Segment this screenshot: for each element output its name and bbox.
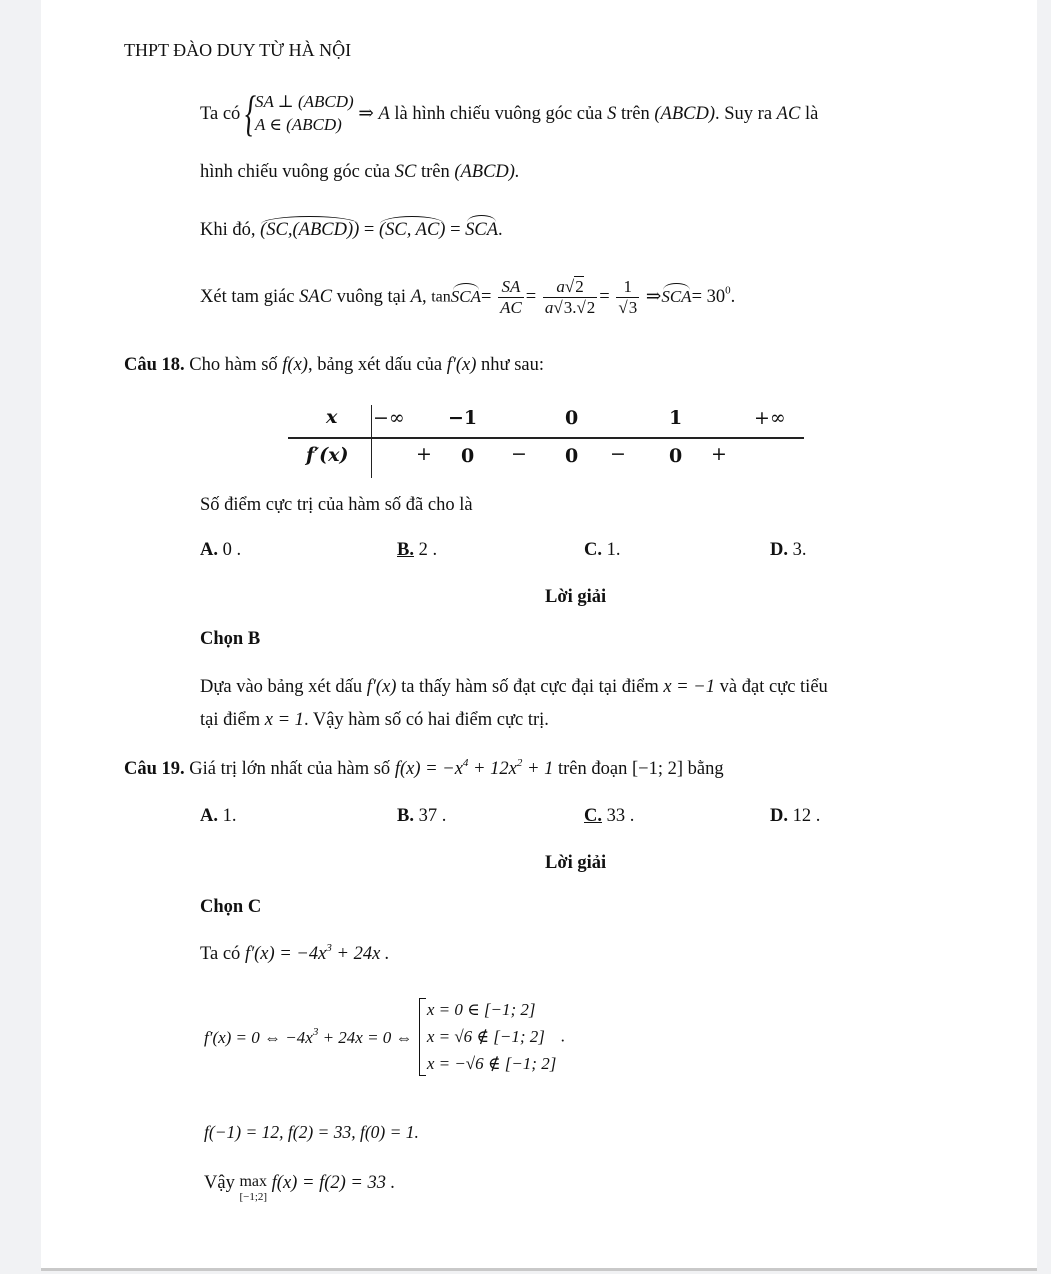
choice-letter: D. (770, 540, 788, 560)
math-part: + 24x . (331, 944, 390, 964)
case-line: x = 0 ∈ [−1; 2] (426, 1000, 536, 1019)
question-label: Câu 18. (124, 355, 185, 375)
solution-cases (417, 996, 557, 1078)
document-page (41, 0, 1037, 1271)
math-var: (ABCD). (454, 162, 520, 182)
x-label: x (326, 406, 338, 428)
choice-value: 1. (606, 540, 621, 560)
math-part: + 12x (468, 759, 517, 779)
math-expression (395, 759, 554, 779)
question-19-stem (124, 757, 724, 780)
angle-expression: (SC, AC) (378, 220, 446, 240)
sign-value: 0 (461, 445, 475, 467)
math-var: AC (776, 103, 801, 124)
math-var: S (607, 103, 617, 124)
sign-table (288, 401, 804, 477)
table-divider (288, 437, 804, 439)
angle-expression: (SC,(ABCD)) (260, 220, 360, 240)
choice-value: 1. (222, 806, 237, 826)
text: , (421, 286, 427, 307)
text: Dựa vào bảng xét dấu (200, 677, 363, 697)
equation-system (244, 85, 354, 141)
chosen-answer: Chọn C (200, 897, 262, 917)
math-part: + 24x = 0 ⇔ (318, 1027, 413, 1047)
equals: = (363, 220, 375, 240)
math-var: a (544, 297, 554, 317)
text: như sau: (481, 355, 544, 375)
math-var: SAC (299, 286, 333, 307)
choice-letter: A. (200, 806, 218, 826)
max-label: max (239, 1173, 268, 1190)
question-18-stem (124, 354, 544, 376)
math-expression: x = 1 (264, 710, 304, 730)
text: Khi đó, (200, 220, 256, 240)
math-part: f′(x) = −4x (244, 944, 327, 964)
math-expression: f′(x) (366, 677, 397, 697)
angle-expression: SCA (661, 286, 692, 306)
choice-value: 37 . (418, 806, 447, 826)
system-line: SA ⊥ (ABCD) (254, 92, 354, 111)
choice-c-correct[interactable] (584, 806, 634, 827)
choice-value: 2 . (418, 540, 438, 560)
fraction: $\frac{a√2}{a√3.√2}$ (544, 277, 596, 317)
numerator: 1 (616, 277, 639, 298)
denominator: AC (500, 297, 522, 317)
x-value: 1 (669, 407, 683, 429)
solution-title: Lời giải (545, 587, 607, 607)
angle-expression: SCA (465, 220, 499, 240)
text: ta thấy hàm số đạt cực đại tại điểm (401, 677, 659, 697)
text: tại điểm (200, 710, 261, 730)
choice-letter: A. (200, 540, 218, 560)
exponent: 2 (516, 757, 523, 769)
implies-symbol: ⇒ (358, 103, 374, 124)
text: trên (620, 103, 650, 124)
solution-line-4: Xét tam giác SAC vuông tại A, tanSCA= $\frac{SA}{AC}$ = $\frac{a√2}{a√3.√2}$ = $\frac{1}{√3}$ ⇒SCA= $30^0$. (200, 277, 736, 317)
exponent: 3 (312, 1025, 319, 1038)
math-var: SC (394, 162, 417, 182)
text: vuông tại (336, 286, 407, 307)
case-line: x = √6 ∉ [−1; 2] (426, 1027, 545, 1047)
text: Vậy (204, 1173, 235, 1193)
chosen-answer: Chọn B (200, 629, 261, 649)
choice-value: 33 . (606, 806, 635, 826)
choice-a[interactable] (200, 806, 237, 827)
explanation-line-2 (200, 709, 549, 731)
sign-value: + (711, 443, 727, 465)
function-values: f(−1) = 12, f(2) = 33, f(0) = 1. (204, 1122, 419, 1142)
math-expression: f′(x) (446, 355, 477, 375)
choice-letter: B. (397, 806, 414, 826)
math-var: (ABCD) (654, 103, 715, 124)
text: Xét tam giác (200, 286, 295, 307)
text: trên đoạn (557, 759, 628, 779)
x-value: −1 (448, 407, 478, 429)
degree-superscript: 0 (725, 284, 731, 297)
case-line: x = −√6 ∉ [−1; 2] (426, 1054, 557, 1074)
solution-title: Lời giải (545, 853, 607, 873)
x-value: +∞ (754, 407, 786, 429)
choice-value: 3. (792, 540, 807, 560)
math-expression: f(x) = f(2) = 33 . (271, 1173, 396, 1193)
math-expression: f(x) (282, 355, 308, 375)
math-part: f(x) = −x (394, 759, 463, 779)
choice-d[interactable] (770, 806, 820, 827)
math-expression: [−1; 2] (631, 759, 683, 779)
angle-expression: SCA (450, 286, 481, 306)
radicand: 2 (586, 297, 596, 317)
choice-a[interactable] (200, 540, 241, 561)
sign-value: 0 (565, 445, 579, 467)
text: . Vậy hàm số có hai điểm cực trị. (303, 710, 549, 730)
math-func: tan (431, 288, 451, 306)
text: là hình chiếu vuông góc của (394, 103, 603, 124)
radicand: 2 (575, 277, 584, 296)
explanation-line-1 (200, 676, 828, 698)
text: Giá trị lớn nhất của hàm số (189, 759, 391, 779)
exponent: 3 (326, 942, 332, 954)
choice-letter: C. (584, 806, 602, 826)
math-var: a (556, 277, 565, 296)
math-expression: x = −1 (663, 677, 716, 697)
text: Ta có (200, 103, 241, 124)
critical-points-equation (204, 996, 565, 1078)
conclusion-line (204, 1172, 395, 1203)
text: Ta có (200, 944, 241, 964)
school-header: THPT ĐÀO DUY TỪ HÀ NỘI (124, 40, 352, 60)
math-part: f′(x) = 0 ⇔ −4x (204, 1027, 313, 1047)
text: và đạt cực tiểu (719, 677, 828, 697)
text: trên (420, 162, 450, 182)
choice-letter: C. (584, 540, 602, 560)
sign-value: 0 (669, 445, 683, 467)
math-var: A (410, 286, 422, 307)
sign-value: − (511, 443, 527, 465)
sign-value: + (416, 443, 432, 465)
math-var: A (378, 103, 390, 124)
dot: . (572, 297, 577, 317)
fraction (498, 277, 524, 317)
text: hình chiếu vuông góc của (200, 162, 391, 182)
text: , bảng xét dấu của (307, 355, 443, 375)
text: . (730, 286, 736, 307)
question-label: Câu 19. (124, 759, 185, 779)
choice-b[interactable] (397, 806, 446, 827)
sign-value: − (610, 443, 626, 465)
choice-letter: B. (397, 540, 414, 560)
text: . (498, 220, 503, 240)
exponent: 4 (462, 757, 469, 769)
x-value: 0 (565, 407, 579, 429)
text: bằng (687, 759, 724, 779)
numerator: SA (498, 277, 524, 298)
max-operator (239, 1172, 267, 1203)
system-line: A ∈ (ABCD) (254, 114, 342, 134)
math-expression (245, 944, 390, 964)
radicand: 3 (563, 297, 573, 317)
x-value: −∞ (373, 407, 405, 429)
text: là (804, 103, 819, 124)
question-text: Số điểm cực trị của hàm số đã cho là (200, 495, 473, 515)
equals: = (450, 220, 461, 240)
choice-value: 0 . (222, 540, 242, 560)
fraction: $\frac{1}{√3}$ (618, 277, 638, 317)
solution-line-1 (200, 85, 819, 141)
derivative-line (200, 942, 390, 965)
radicand: 3 (628, 297, 638, 317)
choice-value: 12 . (792, 806, 821, 826)
brace-icon: { (244, 85, 256, 141)
table-divider (371, 405, 372, 478)
solution-line-3 (200, 219, 503, 241)
math-part: + 1 (522, 759, 554, 779)
max-subscript: [−1;2] (239, 1190, 268, 1203)
text: Cho hàm số (189, 355, 278, 375)
choice-b-correct[interactable] (397, 540, 437, 561)
fprime-label: f′(x) (306, 444, 349, 466)
choice-letter: D. (770, 806, 788, 826)
text: . (560, 1026, 565, 1046)
choice-d[interactable] (770, 540, 807, 561)
text: . Suy ra (715, 103, 773, 124)
solution-line-2 (200, 161, 520, 183)
choice-c[interactable] (584, 540, 621, 561)
text: = 30 (691, 286, 726, 307)
